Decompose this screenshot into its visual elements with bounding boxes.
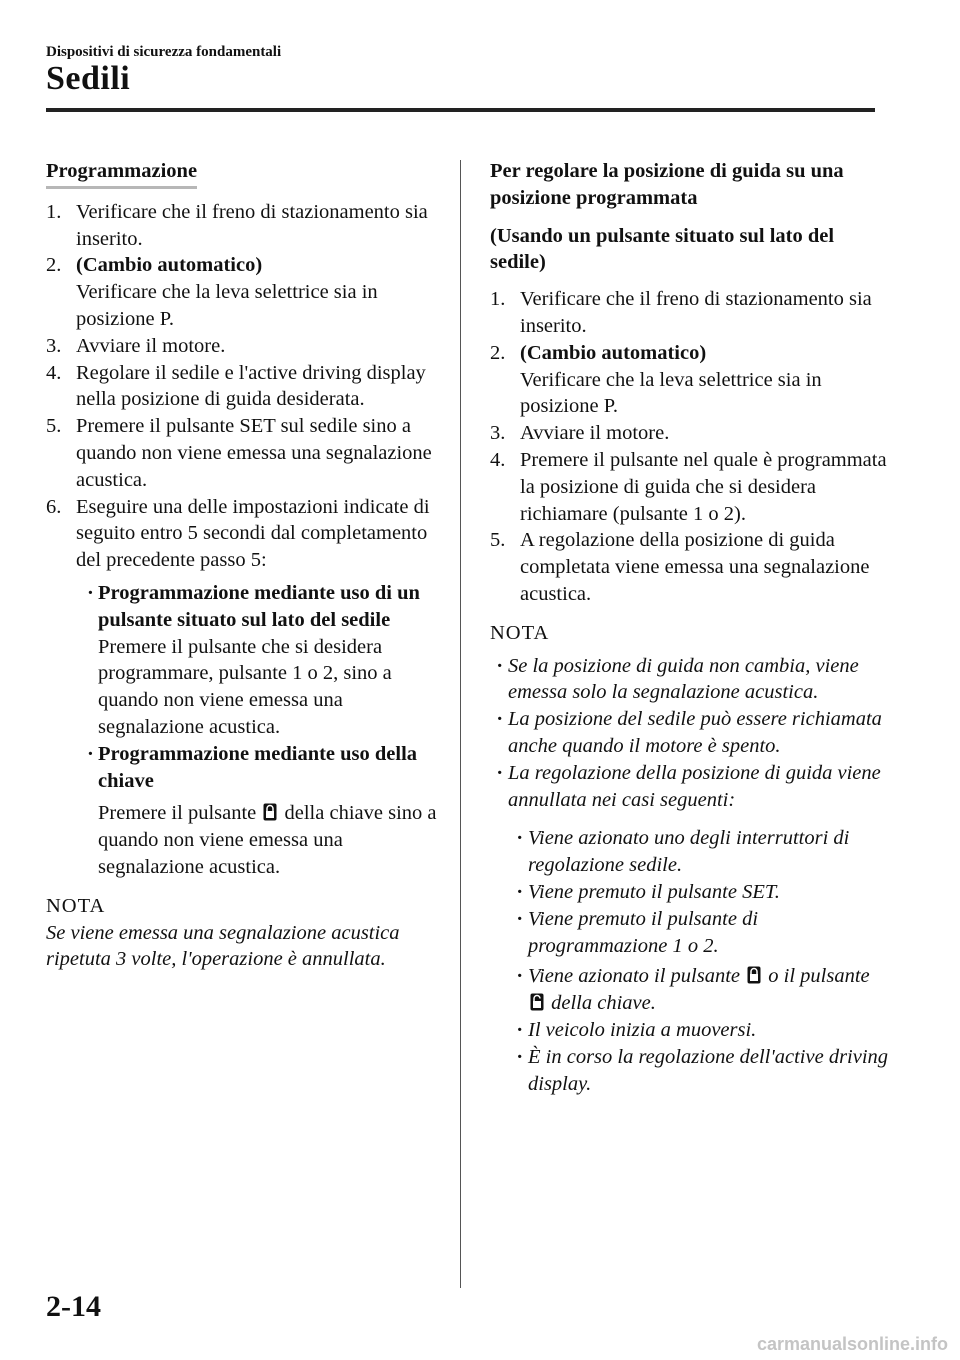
bullet-icon: · [497, 654, 503, 677]
list-item [497, 706, 890, 760]
watermark: carmanualsonline.info [756, 1334, 948, 1354]
step-list [490, 286, 890, 608]
step-text: Verificare che la leva selettrice sia in posizione P. [520, 368, 822, 418]
bullet-icon: · [87, 581, 94, 604]
step-number: 6. [46, 495, 62, 518]
case-text: Viene azionato il pulsante [528, 965, 740, 988]
list-item [517, 906, 890, 960]
lock-icon [747, 966, 761, 984]
option-text-after: della chiave sino a quando non viene emessa una segnalazione acustica. [98, 802, 437, 878]
case-text: Viene azionato uno degli interruttori di regolazione sedile. [528, 827, 850, 877]
bullet-icon: · [87, 742, 94, 765]
option-list [46, 580, 446, 881]
option-title: Programmazione mediante uso di un pulsante situato sul lato del sedile [98, 581, 420, 631]
section-subheading: (Usando un pulsante situato sul lato del sedile) [490, 224, 835, 274]
section-heading: Programmazione [46, 158, 197, 189]
step-bold-label: (Cambio automatico) [520, 341, 707, 364]
column-divider [460, 160, 461, 1288]
list-item [46, 494, 446, 574]
step-number: 2. [490, 341, 506, 364]
note-block [490, 620, 890, 1098]
case-text: Il veicolo inizia a muoversi. [528, 1018, 757, 1041]
unlock-icon [530, 993, 544, 1011]
right-column [490, 158, 890, 1097]
step-text: Verificare che il freno di stazionamento sia inserito. [520, 288, 872, 337]
list-item [490, 447, 890, 527]
list-item [490, 420, 890, 447]
list-item [46, 360, 446, 414]
bullet-icon: · [517, 880, 523, 903]
left-column [46, 158, 446, 973]
page-title: Sedili [46, 60, 131, 97]
header-divider [46, 108, 875, 112]
case-text: Viene premuto il pulsante di programmazione 1 o 2. [528, 907, 759, 957]
step-number: 1. [46, 200, 62, 223]
bullet-icon: · [517, 1018, 523, 1041]
step-number: 2. [46, 254, 62, 277]
list-item [517, 963, 890, 1017]
option-text [98, 800, 446, 880]
step-number: 5. [46, 415, 62, 438]
step-number: 1. [490, 288, 506, 311]
bullet-icon: · [497, 761, 503, 784]
case-list [508, 825, 890, 1097]
list-item [490, 527, 890, 607]
step-number: 4. [46, 361, 62, 384]
list-item [46, 199, 446, 253]
note-list [490, 653, 890, 1098]
note-label: NOTA [46, 894, 106, 917]
step-number: 5. [490, 529, 506, 552]
step-text: Eseguire una delle impostazioni indicate di seguito entro 5 secondi dal completamento del precedente passo 5: [76, 495, 430, 572]
page-number: 2-14 [46, 1290, 101, 1323]
list-item [517, 879, 890, 906]
note-text: Se la posizione di guida non cambia, viene emessa solo la segnalazione acustica. [508, 654, 859, 704]
bullet-icon: · [497, 708, 503, 731]
header-section-label: Dispositivi di sicurezza fondamentali [46, 44, 282, 60]
list-item [490, 340, 890, 420]
list-item [46, 252, 446, 332]
list-item [46, 333, 446, 360]
note-text: Se viene emessa una segnalazione acustica ripetuta 3 volte, l'operazione è annullata. [46, 921, 400, 971]
step-list [46, 199, 446, 574]
step-text: Avviare il motore. [520, 422, 670, 445]
bullet-icon: · [517, 907, 523, 930]
list-item [87, 741, 446, 881]
step-number: 3. [490, 422, 506, 445]
list-item [46, 413, 446, 493]
note-text: La posizione del sedile può essere richiamata anche quando il motore è spento. [508, 708, 882, 757]
lock-icon [263, 803, 277, 821]
list-item [517, 825, 890, 879]
step-bold-label: (Cambio automatico) [76, 254, 263, 277]
bullet-icon: · [517, 965, 523, 988]
option-text: Premere il pulsante che si desidera programmare, pulsante 1 o 2, sino a quando non viene emessa una segnalazione acustica. [98, 635, 392, 738]
note-text: La regolazione della posizione di guida viene annullata nei casi seguenti: [508, 761, 881, 811]
step-text: Premere il pulsante nel quale è programmata la posizione di guida che si desidera richiamare (pulsante 1 o 2). [520, 448, 887, 525]
bullet-icon: · [517, 1045, 523, 1068]
step-text: A regolazione della posizione di guida completata viene emessa una segnalazione acustica. [520, 529, 870, 605]
case-text: della chiave. [551, 992, 656, 1015]
list-item [517, 1044, 890, 1098]
step-text: Avviare il motore. [76, 334, 226, 357]
step-number: 3. [46, 334, 62, 357]
step-text: Verificare che la leva selettrice sia in posizione P. [76, 281, 378, 330]
case-text: È in corso la regolazione dell'active driving display. [528, 1045, 889, 1095]
step-text: Premere il pulsante SET sul sedile sino a quando non viene emessa una segnalazione acustica. [76, 415, 432, 491]
step-text: Verificare che il freno di stazionamento sia inserito. [76, 200, 428, 250]
case-text: Viene premuto il pulsante SET. [528, 880, 780, 903]
list-item [517, 1017, 890, 1044]
bullet-icon: · [517, 827, 523, 850]
section-heading: Per regolare la posizione di guida su una posizione programmata [490, 160, 844, 209]
list-item [490, 286, 890, 340]
step-text: Regolare il sedile e l'active driving display nella posizione di guida desiderata. [76, 361, 426, 411]
note-label: NOTA [490, 621, 550, 644]
note-block [46, 893, 446, 973]
list-item [497, 760, 890, 1098]
case-text: o il pulsante [768, 965, 870, 988]
list-item [497, 653, 890, 707]
option-title: Programmazione mediante uso della chiave [98, 742, 418, 792]
list-item [87, 580, 446, 741]
option-text-before: Premere il pulsante [98, 802, 257, 825]
step-number: 4. [490, 448, 506, 471]
